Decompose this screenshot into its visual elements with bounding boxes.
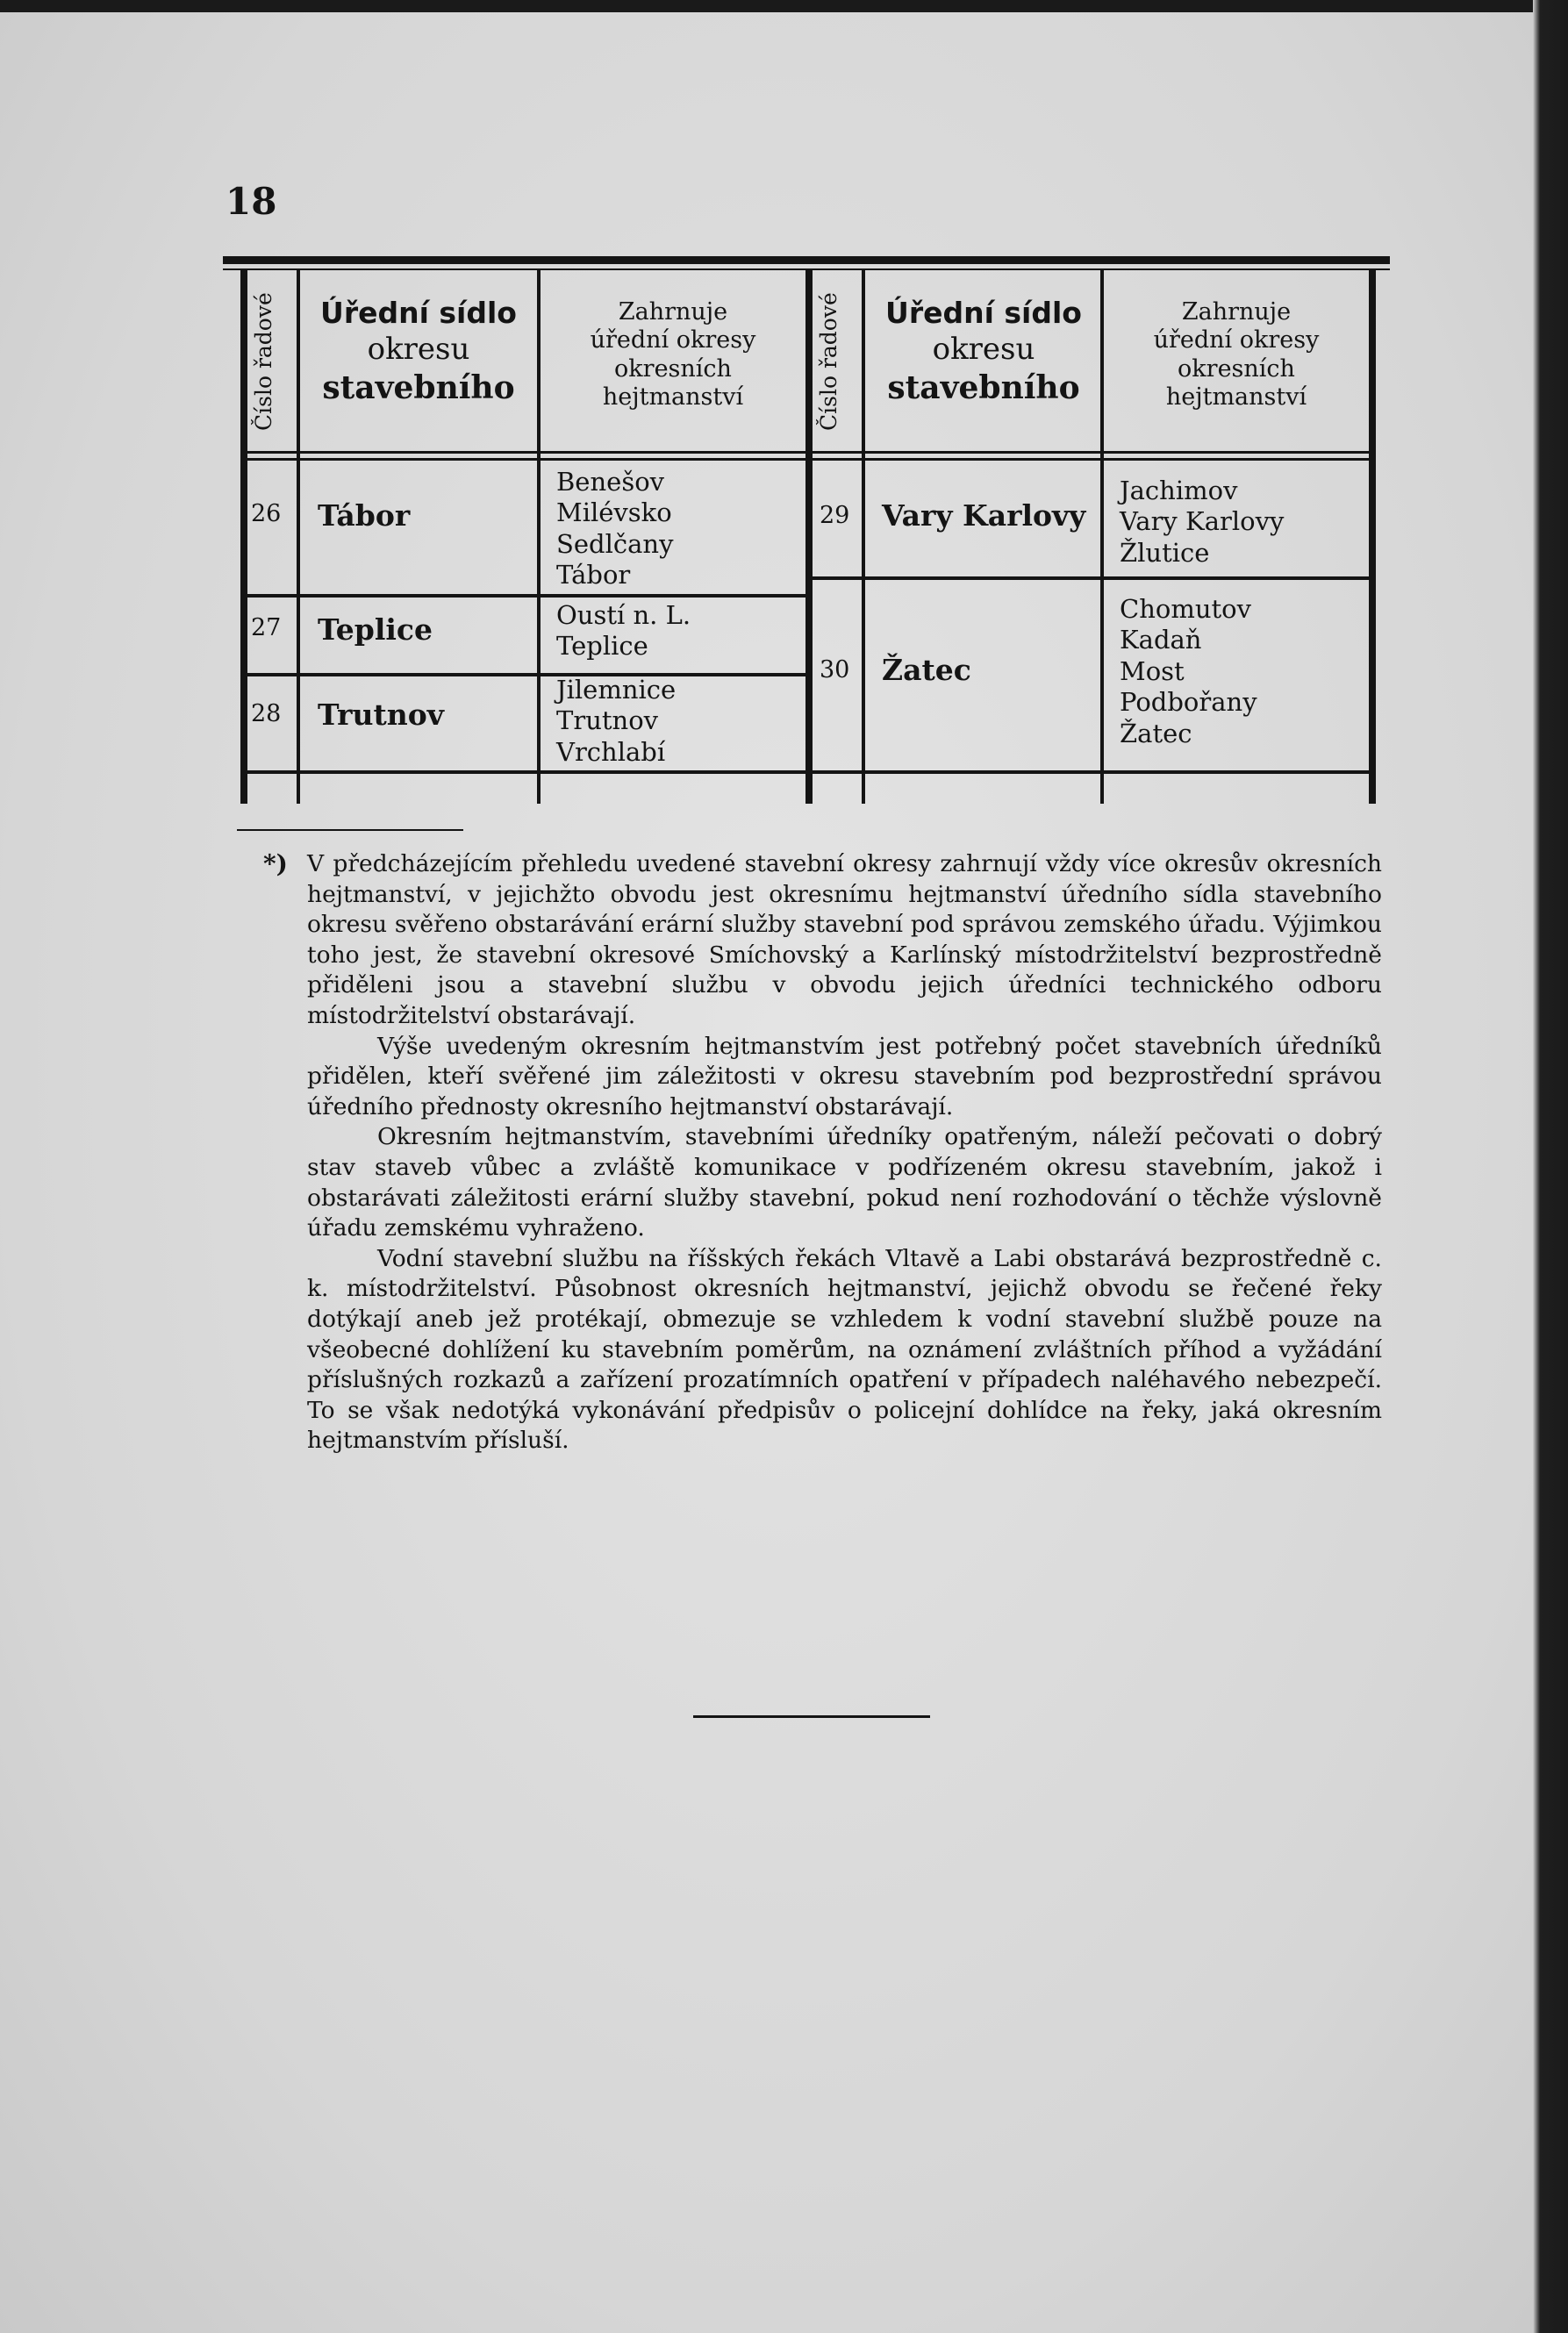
footnote-mark: *): [263, 849, 288, 878]
footnote-paragraph: V předcházejícím přehledu uvedené stavební okresy zahrnují vždy více okresův okresních hejtmanství, v jejichžto obvodu jest okresnímu hejtmanství úředního sídla stavebního okresu svěřeno obstarávání erární služby stavební pod správou zemského úřadu. Výjimkou toho jest, že stavební okresové Smíchovský a Karlínský místodržitelství bezprostředně přiděleni jsou a stavební službu v obvodu jejich úředníci technického odboru místodržitelství obstarávají.: [307, 850, 1382, 1029]
footnote-paragraph: Vodní stavební službu na říšských řekách Vltavě a Labi obstarává bezprostředně c. k. místodržitelství. Působnost okresních hejtmanství, jejichž obvodu se řečené řeky dotýkají aneb jež protékají, obmezuje se vzhledem k vodní stavební službě pouze na všeobecné dohlížení ku stavebním poměrům, na oznámení zvláštních příhod a vyžádání příslušných rozkazů a zařízení prozatímních opatření v případech naléhavého nebezpečí. To se však nedotýká vykonávání předpisův o policejní dohlídce na řeky, jaká okresním hejtmanstvím přísluší.: [307, 1244, 1382, 1455]
row-number: 28: [251, 700, 282, 727]
header-seat: [867, 295, 1100, 408]
row-rule: [240, 594, 809, 598]
header-includes-line1: Zahrnuje: [618, 298, 728, 326]
seat-name: Vary Karlovy: [882, 498, 1086, 533]
footnote-text: [307, 849, 1382, 1456]
building-districts-table: [223, 256, 1390, 804]
seat-name: Trutnov: [318, 698, 444, 732]
col-line: [240, 268, 247, 804]
seat-name: Tábor: [318, 498, 411, 533]
row-rule: [805, 770, 1376, 774]
row-rule: [240, 770, 809, 774]
header-seat-line1: Úřední sídlo: [320, 296, 517, 330]
scan-top-edge: [0, 0, 1568, 12]
col-line: [297, 268, 300, 804]
included-districts: [1120, 594, 1257, 749]
district-name: Most: [1120, 655, 1185, 686]
header-includes-line3: okresních: [1178, 354, 1295, 383]
district-name: Žlutice: [1120, 537, 1210, 568]
col-line: [1369, 268, 1376, 804]
row-rule: [805, 576, 1376, 580]
col-line: [805, 268, 813, 804]
col-line: [1100, 268, 1104, 804]
header-seat: [302, 295, 535, 408]
header-includes-line4: hejtmanství: [602, 383, 744, 411]
header-includes: [1106, 298, 1367, 412]
header-rule: [805, 458, 1376, 461]
footnote-paragraph: Okresním hejtmanstvím, stavebními úředníky opatřeným, náleží pečovati o dobrý stav staveb vůbec a zvláště komunikace v podřízeném okresu stavebním, jakož i obstarávati záležitosti erární služby stavební, pokud není rozhodování o těchže výslovně úřadu zemskému vyhraženo.: [307, 1123, 1382, 1242]
header-seat-line1: Úřední sídlo: [885, 296, 1082, 330]
district-name: Jachimov: [1120, 476, 1238, 505]
header-seat-line2: okresu: [367, 332, 470, 368]
district-name: Vrchlabí: [556, 736, 666, 767]
district-name: Benešov: [556, 467, 665, 497]
included-districts: [1120, 476, 1284, 569]
included-districts: [556, 467, 673, 591]
seat-name: Žatec: [882, 653, 971, 687]
header-seat-line3: stavebního: [887, 369, 1080, 406]
district-name: Oustí n. L.: [556, 600, 691, 630]
header-seat-line3: stavebního: [322, 369, 515, 406]
col-line: [862, 268, 865, 804]
district-name: Tábor: [556, 560, 631, 590]
district-name: Milévsko: [556, 497, 672, 528]
district-name: Žatec: [1120, 718, 1192, 748]
header-number: Číslo řadové: [816, 292, 841, 431]
end-rule: [693, 1715, 930, 1718]
col-line: [537, 268, 541, 804]
header-includes-line3: okresních: [614, 354, 732, 383]
included-districts: [556, 675, 676, 768]
header-includes-line2: úřední okresy: [1153, 326, 1320, 354]
header-includes-line4: hejtmanství: [1165, 383, 1307, 411]
seat-name: Teplice: [318, 612, 433, 647]
district-name: Sedlčany: [556, 528, 674, 559]
header-seat-line2: okresu: [932, 332, 1035, 368]
district-name: Teplice: [556, 631, 648, 662]
header-rule: [240, 451, 809, 454]
district-name: Chomutov: [1120, 594, 1251, 624]
header-includes-line2: úřední okresy: [590, 326, 756, 354]
footnote-separator: [237, 829, 463, 831]
row-number: 29: [820, 502, 850, 529]
district-name: Podbořany: [1120, 687, 1257, 718]
district-name: Jilemnice: [556, 675, 677, 705]
header-rule: [240, 458, 809, 461]
row-number: 30: [820, 656, 850, 683]
row-number: 27: [251, 614, 282, 641]
row-number: 26: [251, 500, 282, 527]
header-includes: [542, 298, 804, 412]
table-top-rule: [223, 256, 1390, 264]
header-rule: [805, 451, 1376, 454]
district-name: Vary Karlovy: [1120, 506, 1285, 537]
scan-right-edge: [1533, 0, 1568, 2333]
district-name: Kadaň: [1120, 625, 1202, 655]
header-includes-line1: Zahrnuje: [1181, 298, 1292, 326]
header-number: Číslo řadové: [251, 292, 276, 431]
included-districts: [556, 600, 691, 662]
page-number: 18: [226, 180, 277, 223]
footnote-paragraph: Výše uvedeným okresním hejtmanstvím jest potřebný počet stavebních úředníků přidělen, kteří svěřené jim záležitosti v okresu stavebním pod bezprostřední správou úředního přednosty okresního hejtmanství obstarávají.: [307, 1032, 1382, 1120]
district-name: Trutnov: [556, 705, 659, 736]
row-rule: [240, 673, 809, 676]
